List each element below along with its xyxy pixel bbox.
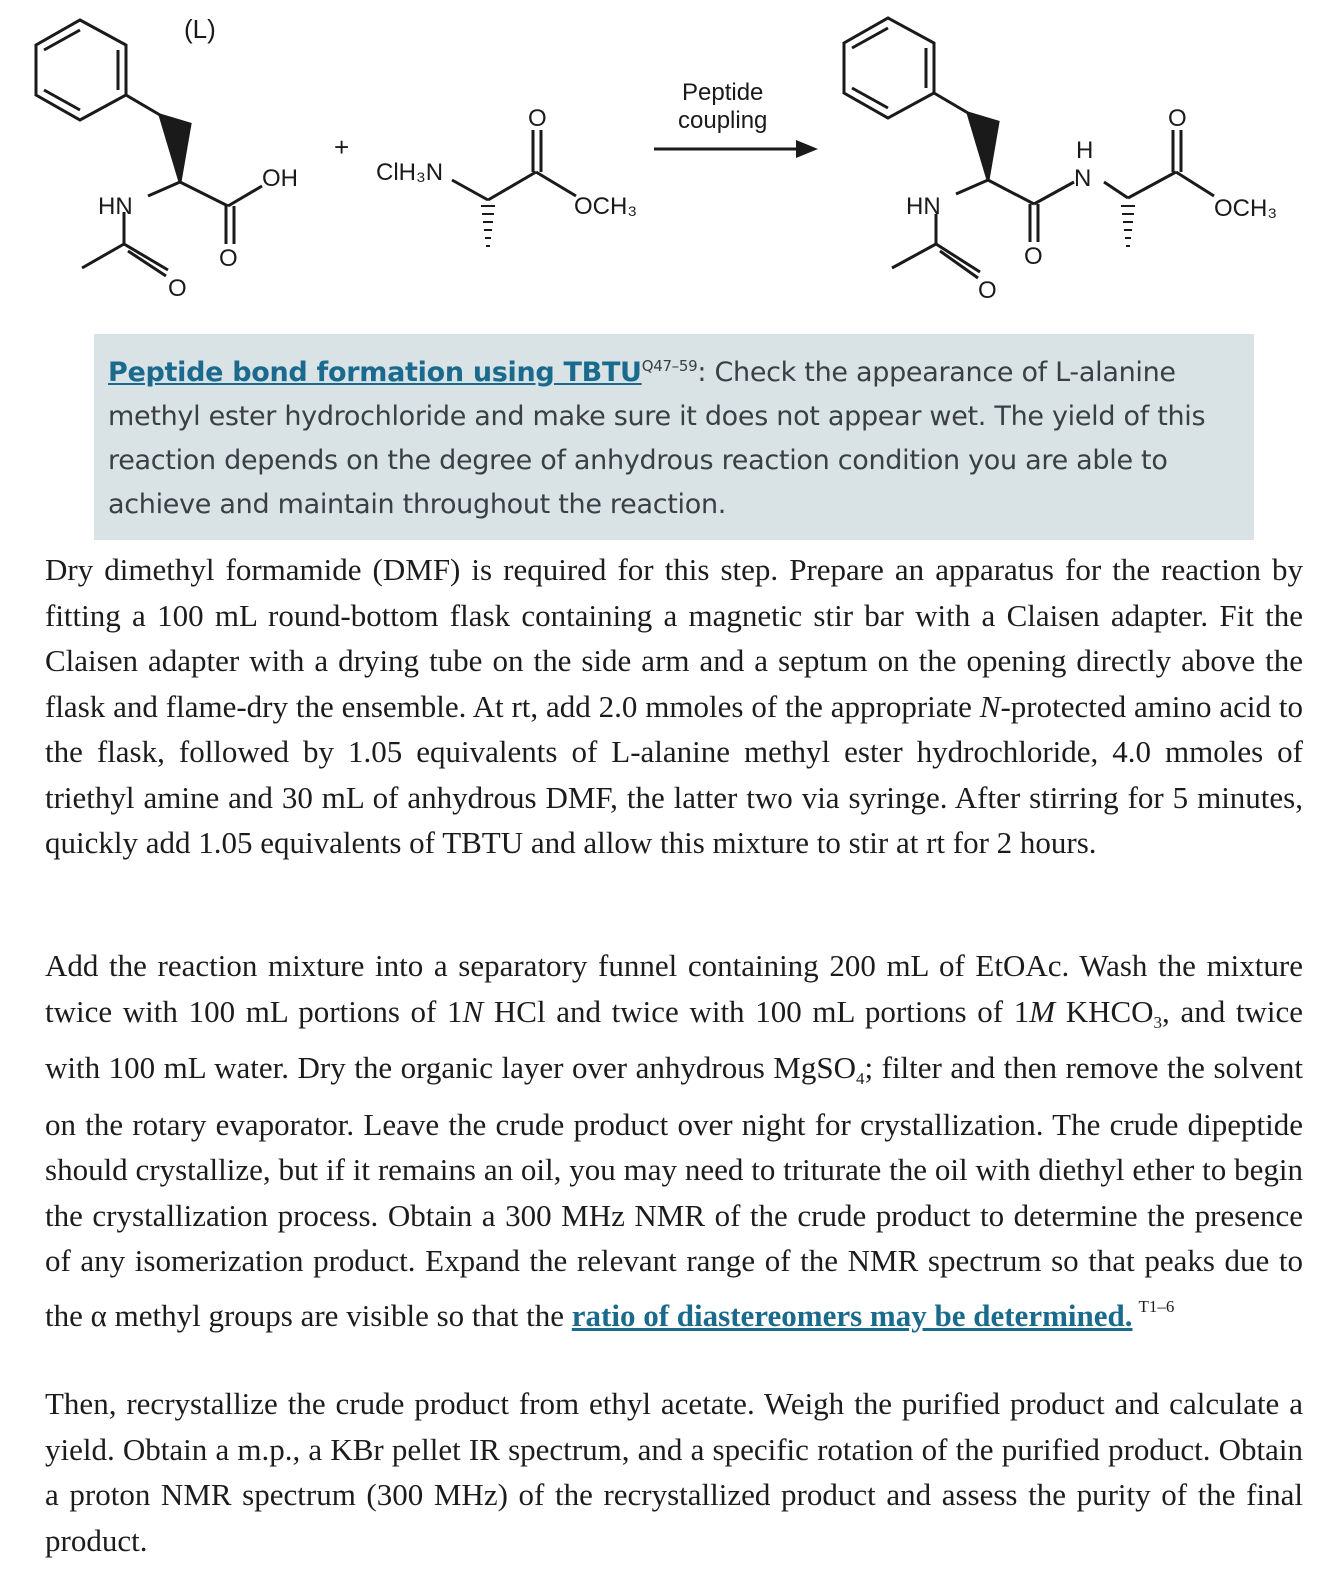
procedure-paragraph-3: Then, recrystallize the crude product from ethyl acetate. Weigh the purified product and calculate a yield. Obtain a m.p., a KBr pellet IR spectrum, and a specific rotation of the purified product. Obtain a proton NMR spectrum (300 MHz) of the recrystallized product and assess the purity of the final product. (45, 1386, 1303, 1558)
product-dipeptide (844, 18, 1214, 278)
diastereomer-ratio-link[interactable]: ratio of diastereomers may be determined. (571, 1297, 1133, 1333)
p1-italic-n: N (979, 688, 1001, 724)
p2-text-a: Add the reaction mixture into a separatory funnel containing 200 mL of EtOAc. Wash the mixture twice with 100 mL portions of 1 (45, 948, 1303, 1029)
product-hn-label: HN (906, 193, 941, 220)
reactant1-hn-label: HN (98, 193, 133, 220)
reactant-acetyl-phenylalanine (36, 20, 262, 276)
callout-text: : Check the appearance of L-alanine methyl ester hydrochloride and make sure it does not appear wet. The yield of this reaction depends on the degree of anhydrous reaction condition you are able to achieve and maintain throughout the reaction. (108, 357, 1206, 520)
product-och3-label: OCH₃ (1214, 195, 1278, 222)
p1-text-a: Dry dimethyl formamide (DMF) is required for this step. Prepare an apparatus for the reaction by fitting a 100 mL round-bottom flask containing a magnetic stir bar with a Claisen adapter. Fit the Claisen adapter with a drying tube on the side arm and a septum on the opening directly above the flask and flame-dry the ensemble. At rt, add 2.0 mmoles of the appropriate (45, 552, 1303, 724)
product-carbonyl-o-label: O (1168, 105, 1187, 132)
reaction-scheme (0, 0, 1324, 330)
reactant2-och3-label: OCH₃ (574, 193, 638, 220)
reactant1-amide-o-label: O (168, 275, 187, 302)
reactant1-oh-label: OH (262, 165, 298, 192)
arrow-label-line2: coupling (678, 107, 768, 134)
p2-text-b: HCl and twice with 100 mL portions of 1 (483, 993, 1030, 1029)
reactant-alanine-methyl-ester-hcl (452, 130, 576, 246)
procedure-paragraph-2 (45, 943, 1303, 1338)
p2-reference: T1–6 (1138, 1296, 1175, 1316)
p1-text-b: -protected amino acid to the flask, followed by 1.05 equivalents of L-alanine methyl ester hydrochloride, 4.0 mmoles of triethyl amine and 30 mL of anhydrous DMF, the latter two via syringe. After stirring for 5 minutes, quickly add 1.05 equivalents of TBTU and allow this mixture to stir at rt for 2 hours. (45, 688, 1303, 860)
reactant2-clh3n-label: ClH₃N (376, 159, 444, 186)
reactant1-acid-o-label: O (219, 245, 238, 272)
p2-subscript-3: 3 (1153, 1012, 1163, 1032)
product-n-label: N (1074, 165, 1092, 192)
p2-text-e: ; filter and then remove the solvent on the rotary evaporator. Leave the crude product over night for crystallization. The crude dipeptide should crystallize, but if it remains an oil, you may need to triturate the oil with diethyl ether to begin the crystallization process. Obtain a 300 MHz NMR of the crude product to determine the presence of any isomerization product. Expand the relevant range of the NMR spectrum so that peaks due to the α methyl groups are visible so that the (45, 1050, 1303, 1333)
p2-italic-m: M (1029, 993, 1056, 1029)
callout-box (94, 334, 1254, 540)
reactant2-carbonyl-o-label: O (528, 105, 547, 132)
stereo-label: (L) (184, 14, 216, 44)
p2-text-c: KHCO (1055, 993, 1154, 1029)
plus-sign: + (334, 132, 350, 162)
p2-text-d: , and twice with 100 mL water. Dry the organic layer over anhydrous MgSO (45, 993, 1303, 1085)
p2-subscript-4: 4 (855, 1069, 865, 1088)
tbtu-procedure-link[interactable]: Peptide bond formation using TBTU (108, 357, 642, 388)
product-amide2-o-label: O (978, 277, 997, 304)
product-amide1-o-label: O (1024, 243, 1043, 270)
procedure-paragraph-1 (45, 547, 1303, 866)
product-h-label: H (1076, 137, 1094, 164)
arrow-label-line1: Peptide (682, 79, 764, 106)
reaction-arrow (654, 140, 818, 158)
callout-reference: Q47–59 (641, 357, 698, 375)
p2-italic-n: N (462, 993, 484, 1029)
